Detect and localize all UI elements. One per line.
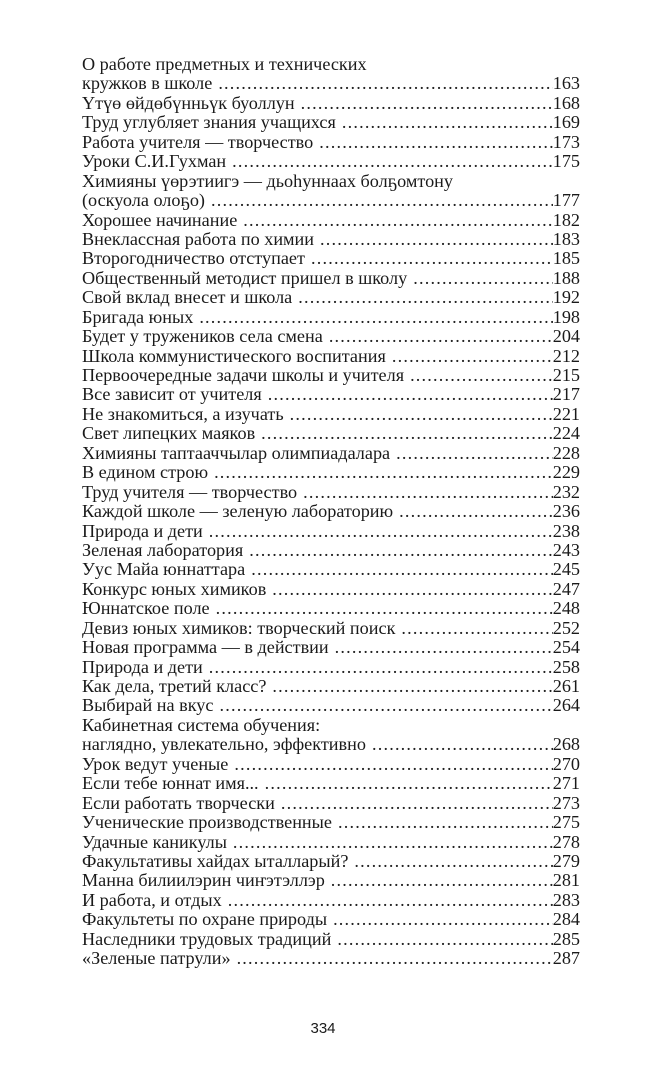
- toc-title: Ученические производственные: [82, 812, 332, 833]
- toc-line: [82, 444, 580, 463]
- toc-page-number: 221: [552, 403, 580, 424]
- toc-line: [82, 269, 580, 288]
- toc-title: Манна билиилэрин чиҥэтэллэр: [82, 870, 325, 891]
- toc-line: [82, 891, 580, 910]
- toc-title: кружков в школе: [82, 73, 213, 94]
- toc-entry: [82, 755, 580, 774]
- toc-title: «Зеленые патрули»: [82, 948, 231, 969]
- toc-page-number: 217: [552, 384, 580, 405]
- toc-entry: [82, 366, 580, 385]
- toc-entry: [82, 55, 580, 94]
- toc-title: Свой вклад внесет и школа: [82, 287, 293, 308]
- toc-line: [82, 94, 580, 113]
- toc-page-number: 278: [552, 831, 580, 852]
- dot-leader: [410, 366, 553, 385]
- toc-title: Зеленая лаборатория: [82, 539, 244, 560]
- toc-title: Конкурс юных химиков: [82, 578, 267, 599]
- toc-entry: [82, 444, 580, 463]
- toc-title: Наследники трудовых традиций: [82, 928, 332, 949]
- toc-page-number: 177: [552, 190, 580, 211]
- toc-line: [82, 502, 580, 521]
- toc-page-number: 185: [552, 248, 580, 269]
- toc-line: [82, 522, 580, 541]
- toc-page-number: 228: [552, 442, 580, 463]
- toc-line: [82, 133, 580, 152]
- toc-page-number: 258: [552, 656, 580, 677]
- toc-page-number: 284: [552, 909, 580, 930]
- toc-entry: [82, 424, 580, 443]
- dot-leader: [219, 696, 552, 715]
- toc-entry: [82, 930, 580, 949]
- dot-leader: [234, 755, 552, 774]
- toc-line: [82, 599, 580, 618]
- toc-line: [82, 172, 580, 191]
- toc-page-number: 175: [552, 151, 580, 172]
- toc-entry: [82, 677, 580, 696]
- toc-page-number: 271: [552, 773, 580, 794]
- toc-title: Химияны таптааччылар олимпиадалара: [82, 442, 391, 463]
- toc-page-number: 247: [552, 578, 580, 599]
- toc-line: [82, 560, 580, 579]
- toc-title: Факультеты по охране природы: [82, 909, 328, 930]
- toc-page-number: 248: [552, 598, 580, 619]
- dot-leader: [335, 638, 553, 657]
- toc-title: Выбирай на вкус: [82, 695, 214, 716]
- toc-page-number: 238: [552, 520, 580, 541]
- toc-entry: [82, 308, 580, 327]
- toc-entry: [82, 133, 580, 152]
- toc-page-number: 264: [552, 695, 580, 716]
- toc-line: [82, 735, 580, 754]
- toc-entry: [82, 94, 580, 113]
- toc-line: [82, 366, 580, 385]
- toc-entry: [82, 463, 580, 482]
- toc-page-number: 268: [552, 734, 580, 755]
- toc-title: В едином строю: [82, 462, 209, 483]
- toc-entry: [82, 599, 580, 618]
- dot-leader: [228, 891, 553, 910]
- toc-page-number: 285: [552, 928, 580, 949]
- toc-entry: [82, 347, 580, 366]
- toc-line: [82, 910, 580, 929]
- dot-leader: [218, 74, 552, 93]
- dot-leader: [237, 949, 553, 968]
- toc-entry: [82, 211, 580, 230]
- toc-title: наглядно, увлекательно, эффективно: [82, 734, 366, 755]
- toc-page-number: 243: [552, 539, 580, 560]
- dot-leader: [333, 910, 553, 929]
- toc-title: Как дела, третий класс?: [82, 676, 267, 696]
- toc-line: [82, 211, 580, 230]
- dot-leader: [342, 113, 553, 132]
- toc-entry: [82, 910, 580, 929]
- dot-leader: [311, 249, 553, 268]
- toc-page-number: 261: [552, 676, 580, 696]
- toc-title: Девиз юных химиков: творческий поиск: [82, 617, 396, 638]
- toc-entry: [82, 774, 580, 793]
- toc-page-number: 252: [552, 617, 580, 638]
- toc-title: Урок ведут ученые: [82, 753, 229, 774]
- dot-leader: [199, 308, 552, 327]
- dot-leader: [392, 347, 553, 366]
- dot-leader: [251, 560, 553, 579]
- toc-entry: [82, 249, 580, 268]
- toc-line: [82, 191, 580, 210]
- toc-page-number: 192: [552, 287, 580, 308]
- toc-page-number: 275: [552, 812, 580, 833]
- toc-entry: [82, 619, 580, 638]
- toc-line: [82, 658, 580, 677]
- toc-line: [82, 696, 580, 715]
- toc-page-number: 163: [552, 73, 580, 94]
- toc-page-number: 215: [552, 365, 580, 385]
- toc-title: Химияны үөрэтиигэ — дьоһуннаах болҕомтону: [82, 170, 453, 191]
- toc-entry: [82, 794, 580, 813]
- dot-leader: [209, 658, 553, 677]
- toc-title: Труд учителя — творчество: [82, 481, 298, 502]
- toc-title: О работе предметных и технических: [82, 54, 367, 74]
- toc-line: [82, 424, 580, 443]
- toc-title: Если тебе юннат имя...: [82, 773, 259, 794]
- toc-page-number: 173: [552, 131, 580, 152]
- toc-line: [82, 385, 580, 404]
- toc-page-number: 183: [552, 228, 580, 249]
- toc-entry: [82, 696, 580, 715]
- dot-leader: [354, 852, 552, 871]
- toc-title: Хорошее начинание: [82, 209, 238, 230]
- toc-line: [82, 930, 580, 949]
- table-of-contents: [82, 55, 580, 969]
- toc-line: [82, 327, 580, 346]
- toc-page-number: 212: [552, 345, 580, 366]
- dot-leader: [301, 94, 553, 113]
- toc-line: [82, 638, 580, 657]
- dot-leader: [216, 599, 553, 618]
- dot-leader: [209, 522, 553, 541]
- dot-leader: [243, 211, 552, 230]
- dot-leader: [272, 580, 552, 599]
- dot-leader: [233, 833, 553, 852]
- toc-line: [82, 308, 580, 327]
- toc-title: Юннатское поле: [82, 598, 210, 619]
- toc-title: Үтүө өйдөбүнньүк буоллун: [82, 92, 295, 113]
- toc-page-number: 204: [552, 326, 580, 347]
- dot-leader: [298, 288, 552, 307]
- toc-title: Первоочередные задачи школы и учителя: [82, 365, 405, 385]
- toc-entry: [82, 716, 580, 755]
- toc-title: Каждой школе — зеленую лабораторию: [82, 501, 394, 522]
- toc-page-number: 198: [552, 306, 580, 327]
- toc-title: Труд углубляет знания учащихся: [82, 112, 336, 133]
- toc-line: [82, 619, 580, 638]
- toc-entry: [82, 385, 580, 404]
- toc-title: Уус Майа юннаттара: [82, 559, 246, 580]
- toc-page-number: 229: [552, 462, 580, 483]
- toc-line: [82, 580, 580, 599]
- toc-title: Общественный методист пришел в школу: [82, 267, 408, 288]
- toc-line: [82, 813, 580, 832]
- toc-page-number: 182: [552, 209, 580, 230]
- toc-title: Природа и дети: [82, 520, 203, 541]
- toc-entry: [82, 949, 580, 968]
- toc-title: Если работать творчески: [82, 792, 275, 813]
- toc-entry: [82, 152, 580, 171]
- toc-entry: [82, 891, 580, 910]
- toc-entry: [82, 502, 580, 521]
- toc-line: [82, 463, 580, 482]
- toc-entry: [82, 269, 580, 288]
- toc-line: [82, 541, 580, 560]
- dot-leader: [372, 735, 553, 754]
- dot-leader: [303, 483, 553, 502]
- toc-title: (оскуола олоҕо): [82, 190, 205, 211]
- toc-page-number: 236: [552, 501, 580, 522]
- toc-entry: [82, 288, 580, 307]
- toc-line: [82, 794, 580, 813]
- page-number: 334: [310, 1020, 336, 1037]
- toc-entry: [82, 813, 580, 832]
- toc-line: [82, 230, 580, 249]
- toc-entry: [82, 405, 580, 424]
- toc-line: [82, 405, 580, 424]
- dot-leader: [319, 133, 553, 152]
- toc-title: Факультативы хайдах ыталларый?: [82, 850, 349, 871]
- toc-page-number: 281: [552, 870, 580, 891]
- dot-leader: [399, 502, 553, 521]
- toc-entry: [82, 580, 580, 599]
- toc-page-number: 270: [552, 753, 580, 774]
- dot-leader: [249, 541, 552, 560]
- toc-title: Внеклассная работа по химии: [82, 228, 315, 249]
- toc-title: Второгодничество отступает: [82, 248, 305, 269]
- toc-line: [82, 74, 580, 93]
- toc-entry: [82, 658, 580, 677]
- toc-entry: [82, 522, 580, 541]
- toc-line: [82, 852, 580, 871]
- toc-title: Школа коммунистического воспитания: [82, 345, 386, 366]
- dot-leader: [214, 463, 553, 482]
- toc-line: [82, 288, 580, 307]
- toc-page-number: 168: [552, 92, 580, 113]
- toc-page-number: 254: [552, 637, 580, 658]
- toc-line: [82, 113, 580, 132]
- toc-entry: [82, 483, 580, 502]
- toc-entry: [82, 541, 580, 560]
- dot-leader: [232, 152, 553, 171]
- toc-page-number: 224: [552, 423, 580, 444]
- dot-leader: [211, 191, 553, 210]
- toc-line: [82, 483, 580, 502]
- toc-title: Удачные каникулы: [82, 831, 227, 852]
- toc-page-number: 245: [552, 559, 580, 580]
- toc-title: И работа, и отдых: [82, 889, 222, 910]
- toc-line: [82, 716, 580, 735]
- toc-line: [82, 871, 580, 890]
- dot-leader: [320, 230, 553, 249]
- toc-title: Свет липецких маяков: [82, 423, 256, 444]
- dot-leader: [265, 774, 553, 793]
- toc-title: Не знакомиться, а изучать: [82, 403, 284, 424]
- toc-page-number: 287: [552, 948, 580, 969]
- toc-line: [82, 774, 580, 793]
- dot-leader: [272, 677, 552, 696]
- dot-leader: [337, 930, 552, 949]
- toc-line: [82, 677, 580, 696]
- toc-title: Новая программа — в действии: [82, 637, 329, 658]
- toc-title: Бригада юных: [82, 306, 194, 327]
- toc-page-number: 273: [552, 792, 580, 813]
- toc-entry: [82, 871, 580, 890]
- dot-leader: [396, 444, 553, 463]
- dot-leader: [331, 871, 553, 890]
- toc-page-number: 188: [552, 267, 580, 288]
- toc-line: [82, 949, 580, 968]
- toc-entry: [82, 230, 580, 249]
- dot-leader: [413, 269, 553, 288]
- dot-leader: [338, 813, 553, 832]
- toc-title: Все зависит от учителя: [82, 384, 262, 405]
- toc-line: [82, 55, 580, 74]
- toc-page-number: 279: [552, 850, 580, 871]
- toc-line: [82, 347, 580, 366]
- toc-entry: [82, 327, 580, 346]
- toc-entry: [82, 638, 580, 657]
- toc-entry: [82, 852, 580, 871]
- toc-page-number: 169: [552, 112, 580, 133]
- dot-leader: [268, 385, 553, 404]
- dot-leader: [290, 405, 553, 424]
- dot-leader: [329, 327, 553, 346]
- toc-title: Кабинетная система обучения:: [82, 714, 321, 735]
- dot-leader: [401, 619, 552, 638]
- toc-title: Работа учителя — творчество: [82, 131, 314, 152]
- dot-leader: [281, 794, 553, 813]
- toc-title: Природа и дети: [82, 656, 203, 677]
- toc-line: [82, 755, 580, 774]
- toc-entry: [82, 172, 580, 211]
- toc-line: [82, 833, 580, 852]
- toc-line: [82, 249, 580, 268]
- toc-entry: [82, 113, 580, 132]
- toc-entry: [82, 560, 580, 579]
- toc-line: [82, 152, 580, 171]
- toc-entry: [82, 833, 580, 852]
- toc-page-number: 232: [552, 481, 580, 502]
- toc-title: Будет у тружеников села смена: [82, 326, 323, 347]
- dot-leader: [261, 424, 553, 443]
- toc-title: Уроки С.И.Гухман: [82, 151, 227, 172]
- toc-page-number: 283: [552, 889, 580, 910]
